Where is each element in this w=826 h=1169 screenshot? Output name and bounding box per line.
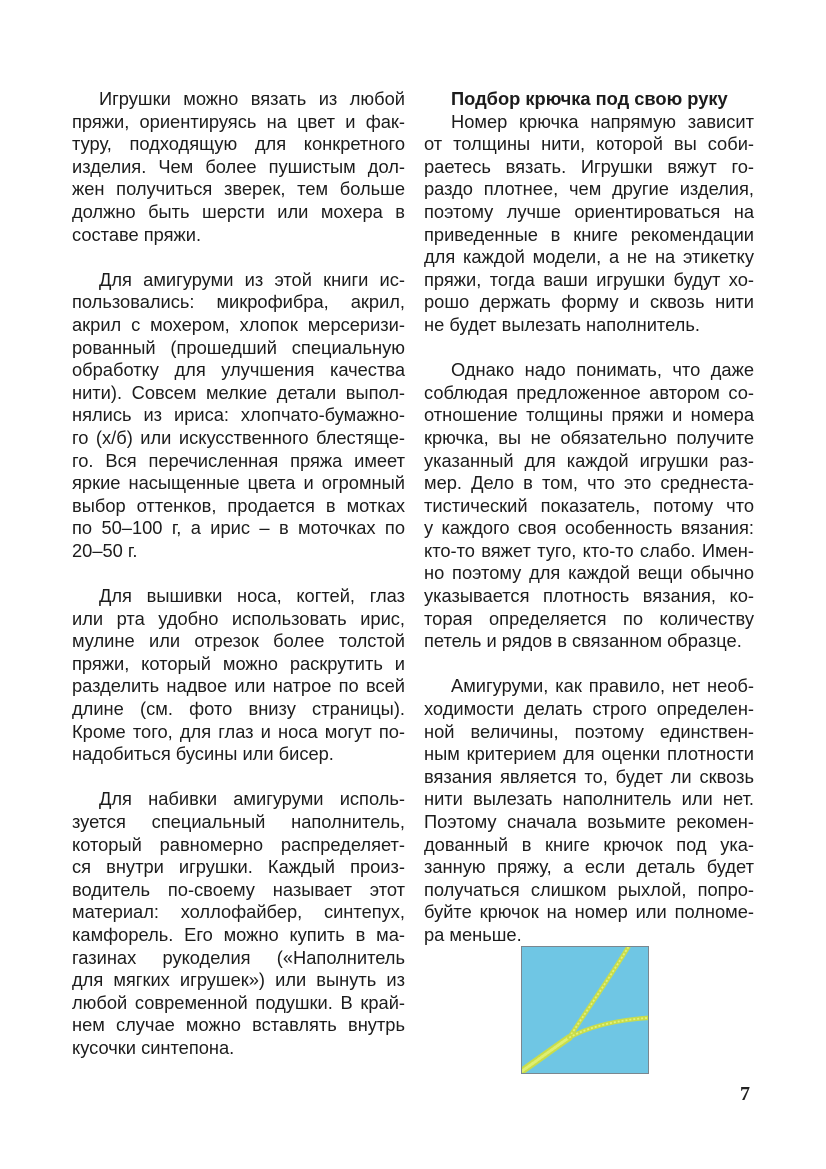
left-column [72,88,405,1082]
text-line: материал: холлофайбер, синтепух, [72,901,405,923]
text-line: который равномерно распределяет- [72,833,405,855]
text-line: 20–50 г. [72,539,138,561]
text-line: разделить надвое или натрое по всей [72,675,405,697]
text-line: у каждого своя особенность вязания: [424,517,754,539]
paragraph-yarn-types [72,269,405,563]
text-line: нити). Совсем мелкие детали выпол- [72,381,405,403]
text-line: яркие насыщенные цвета и огромный [72,472,405,494]
paragraph-gauge [424,359,754,653]
text-line: мулине или отрезок более толстой [72,630,405,652]
text-line: вязания является то, будет ли сквозь [424,765,754,787]
text-line: занную пряжу, а если деталь будет [424,856,754,878]
text-line: пряжи, который можно раскрутить и [72,652,405,674]
text-line: петель и рядов в связанном образце. [424,630,742,652]
paragraph-yarn-choice [72,88,405,246]
text-line: зуется специальный наполнитель, [72,811,405,832]
text-line: Амигуруми, как правило, нет необ- [451,675,754,697]
text-line: для каждой модели, а не на этикетку [424,246,754,268]
text-line: Поэтому сначала возьмите рекомен- [424,811,754,832]
text-line: длине (см. фото внизу страницы). [72,698,405,720]
text-line: кусочки синтепона. [72,1036,235,1058]
paragraph-stuffing [72,788,405,1059]
text-line: отношение толщины пряжи и номера [424,404,754,426]
text-line: го. Вся перечисленная пряжа имеет [72,449,405,471]
text-line: ся внутри игрушки. Каждый произ- [72,856,405,878]
text-line: рованный (прошедший специальную [72,336,405,358]
paragraph-embroidery [72,585,405,766]
text-line: пряжи, ориентируясь на цвет и фак- [72,110,405,132]
right-column [424,88,754,969]
text-line: мер. Дело в том, что это среднеста- [424,472,754,494]
text-line: нялись из ириса: хлопчато-бумажно- [72,404,405,426]
text-line: кто-то вяжет туго, кто-то слабо. Имен- [424,539,754,561]
text-line: надобиться бусины или бисер. [72,743,334,765]
text-line: нити вылезать наполнитель или нет. [424,788,754,810]
text-line: газинах рукоделия («Наполнитель [72,946,405,968]
text-line: должно быть шерсти или мохера в [72,200,405,222]
text-line: жен получиться зверек, тем больше [72,178,405,200]
page-number: 7 [740,1083,750,1105]
yarn-photo [521,946,649,1074]
split-yarn-image [522,947,648,1073]
text-line: ра меньше. [424,923,522,945]
text-line: нем случае можно вставлять внутрь [72,1014,405,1036]
text-line: соблюдая предложенное автором со- [424,381,754,403]
text-line: ной величины, поэтому единствен- [424,720,754,742]
text-line: тистический показатель, потому что [424,494,754,516]
text-line: торая определяется по количеству [424,607,754,629]
paragraph-hook-number [424,111,754,337]
section-heading: Подбор крючка под свою руку [451,88,728,109]
text-line: изделия. Чем более пушистым дол- [72,155,405,177]
paragraph-amigurumi-density [424,675,754,946]
text-line: крючка, вы не обязательно получите [424,426,754,448]
text-line: ходимости делать строго определен- [424,698,754,720]
text-line: составе пряжи. [72,223,202,245]
text-line: Игрушки можно вязать из любой [99,88,405,109]
text-line: Для вышивки носа, когтей, глаз [99,585,405,607]
text-line: камфорель. Его можно купить в ма- [72,923,405,945]
text-line: получаться слишком рыхлой, попро- [424,878,754,900]
text-line: раздо плотнее, чем другие изделия, [424,178,754,200]
text-line: буйте крючок на номер или полноме- [424,901,754,923]
text-line: пряжи, тогда ваши игрушки будут хо- [424,268,754,290]
text-line: ным критерием для оценки плотности [424,743,754,765]
text-line: пользовались: микрофибра, акрил, [72,291,405,313]
text-line: указанный для каждой игрушки раз- [424,449,754,471]
text-line: не будет вылезать наполнитель. [424,313,700,335]
text-line: туру, подходящую для конкретного [72,133,405,155]
text-line: любой современной подушки. В край- [72,991,405,1013]
text-line: по 50–100 г, а ирис – в моточках по [72,517,405,539]
text-line: раетесь вязать. Игрушки вяжут го- [424,155,754,177]
text-line: Номер крючка напрямую зависит [451,110,754,132]
text-line: го (х/б) или искусственного блестяще- [72,426,405,448]
text-line: указывается плотность вязания, ко- [424,585,754,607]
text-line: обработку для улучшения качества [72,359,405,381]
text-line: Однако надо понимать, что даже [451,359,754,381]
text-line: дованный в книге крючок под ука- [424,833,754,855]
text-line: Для амигуруми из этой книги ис- [99,268,405,290]
text-line: поэтому лучше ориентироваться на [424,200,754,222]
text-line: приведенные в книге рекомендации [424,223,754,245]
text-line: рошо держать форму и сквозь нити [424,291,754,313]
text-line: акрил с мохером, хлопок мерсеризи- [72,313,405,335]
text-line: водитель по-своему называет этот [72,878,405,900]
text-line: Кроме того, для глаз и носа могут по- [72,720,405,742]
text-line: для мягких игрушек») или вынуть из [72,969,405,991]
text-line: или рта удобно использовать ирис, [72,607,405,629]
text-line: от толщины нити, которой вы соби- [424,133,754,155]
text-line: но поэтому для каждой вещи обычно [424,562,754,584]
text-line: выбор оттенков, продается в мотках [72,494,405,516]
text-line: Для набивки амигуруми исполь- [99,788,405,810]
